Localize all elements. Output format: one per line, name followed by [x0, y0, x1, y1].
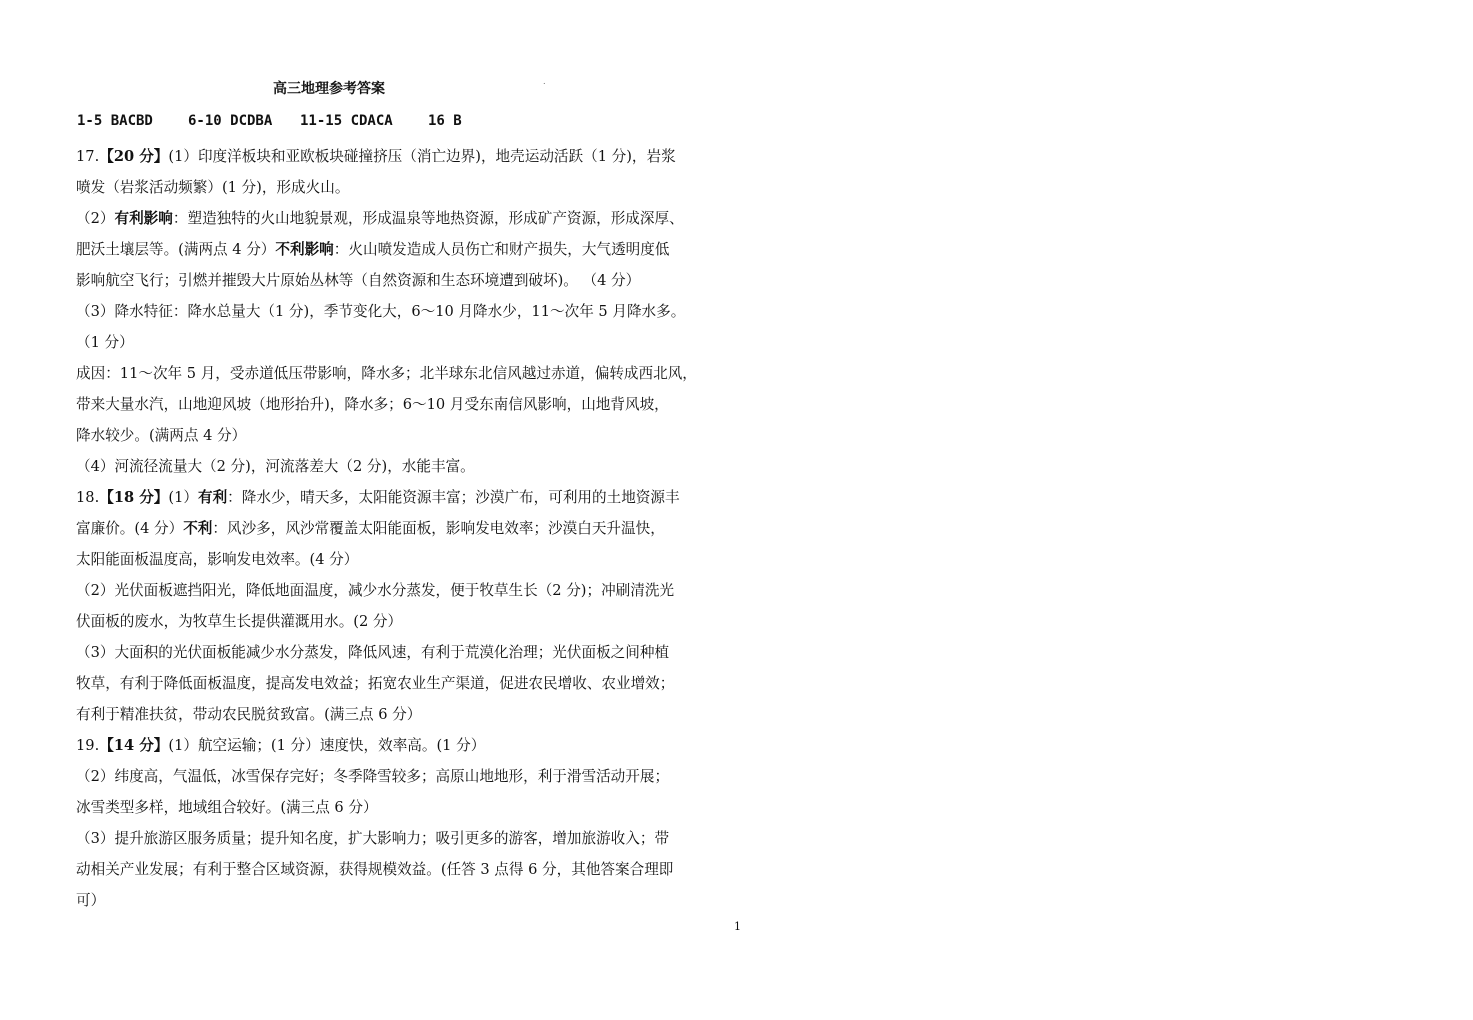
- q18-line-3: 太阳能面板温度高，影响发电效率。(4 分）: [76, 551, 359, 568]
- page-title: 高三地理参考答案: [273, 81, 385, 97]
- answer-keyword: 有利: [197, 489, 228, 506]
- q19-line-3: 冰雪类型多样，地域组合较好。(满三点 6 分）: [76, 799, 378, 816]
- choice-answer-6-10: 6-10 DCDBA: [188, 113, 273, 129]
- q17-line-3: [76, 203, 746, 234]
- answer-text: 肥沃土壤层等。(满两点 4 分）: [76, 241, 276, 258]
- question-score: 【18 分】: [99, 489, 169, 506]
- answer-text: (1）: [168, 489, 198, 506]
- answer-text: ：风沙多，风沙常覆盖太阳能面板，影响发电效率；沙漠白天升温快，: [212, 520, 665, 537]
- question-score: 【20 分】: [99, 148, 169, 165]
- q19-line-2: （2）纬度高，气温低，冰雪保存完好；冬季降雪较多；高原山地地形，利于滑雪活动开展；: [76, 768, 670, 785]
- q17-line-5: 影响航空飞行；引燃并摧毁大片原始丛林等（自然资源和生态环境遭到破坏)。 （4 分）: [76, 272, 641, 289]
- answer-text: (1）印度洋板块和亚欧板块碰撞挤压（消亡边界)，地壳运动活跃（1 分)，岩浆: [168, 148, 676, 165]
- q19-line-1: [76, 730, 746, 761]
- choice-answers: [77, 112, 462, 130]
- question-number: 19.: [76, 737, 100, 754]
- q18-line-2: [76, 513, 746, 544]
- q17-line-4: [76, 234, 746, 265]
- question-score: 【14 分】: [99, 737, 169, 754]
- q19-line-6: 可）: [76, 892, 106, 909]
- choice-answer-11-15: 11-15 CDACA: [300, 113, 393, 129]
- q17-line-8: 成因：11～次年 5 月，受赤道低压带影响，降水多；北半球东北信风越过赤道，偏转成西北风，: [76, 365, 697, 382]
- choice-answer-1-5: 1-5 BACBD: [77, 113, 153, 129]
- q18-line-1: [76, 482, 746, 513]
- q18-line-5: 伏面板的废水，为牧草生长提供灌溉用水。(2 分）: [76, 613, 403, 630]
- q19-line-5: 动相关产业发展；有利于整合区域资源，获得规模效益。(任答 3 点得 6 分，其他答案合理即: [76, 861, 674, 878]
- q17-line-11: （4）河流径流量大（2 分)，河流落差大（2 分)，水能丰富。: [76, 458, 475, 475]
- answer-text: 富廉价。(4 分）: [76, 520, 184, 537]
- answer-text: ：降水少，晴天多，太阳能资源丰富；沙漠广布，可利用的土地资源丰: [227, 489, 680, 506]
- answer-text: ：火山喷发造成人员伤亡和财产损失，大气透明度低: [333, 241, 670, 258]
- q18-line-7: 牧草，有利于降低面板温度，提高发电效益；拓宽农业生产渠道，促进农民增收、农业增效；: [76, 675, 675, 692]
- top-mark: .: [543, 77, 546, 86]
- question-number: 17.: [76, 148, 100, 165]
- choice-answer-16: 16 B: [428, 113, 462, 129]
- q17-line-7: （1 分）: [76, 334, 134, 351]
- q17-line-1: [76, 141, 746, 172]
- answer-body: [76, 141, 746, 916]
- page-number: 1: [734, 920, 741, 933]
- q18-line-8: 有利于精准扶贫，带动农民脱贫致富。(满三点 6 分）: [76, 706, 422, 723]
- q17-line-6: （3）降水特征：降水总量大（1 分)，季节变化大，6～10 月降水少，11～次年 5 月降水多。: [76, 303, 686, 320]
- answer-keyword: 不利: [183, 520, 213, 537]
- answer-keyword: 不利影响: [275, 241, 334, 258]
- answer-text: (1）航空运输；(1 分）速度快，效率高。(1 分）: [168, 737, 486, 754]
- q18-line-4: （2）光伏面板遮挡阳光，降低地面温度，减少水分蒸发，便于牧草生长（2 分)；冲刷清洗光: [76, 582, 675, 599]
- answer-text: ：塑造独特的火山地貌景观，形成温泉等地热资源，形成矿产资源，形成深厚、: [172, 210, 684, 227]
- q17-line-10: 降水较少。(满两点 4 分）: [76, 427, 247, 444]
- q19-line-4: （3）提升旅游区服务质量；提升知名度，扩大影响力；吸引更多的游客，增加旅游收入；带: [76, 830, 670, 847]
- q17-line-2: 喷发（岩浆活动频繁）(1 分)，形成火山。: [76, 179, 350, 196]
- answer-keyword: 有利影响: [114, 210, 173, 227]
- question-number: 18.: [76, 489, 100, 506]
- answer-text: （2）: [76, 210, 115, 227]
- q18-line-6: （3）大面积的光伏面板能减少水分蒸发，降低风速，有利于荒漠化治理；光伏面板之间种植: [76, 644, 670, 661]
- q17-line-9: 带来大量水汽，山地迎风坡（地形抬升)，降水多；6～10 月受东南信风影响，山地背风坡，: [76, 396, 669, 413]
